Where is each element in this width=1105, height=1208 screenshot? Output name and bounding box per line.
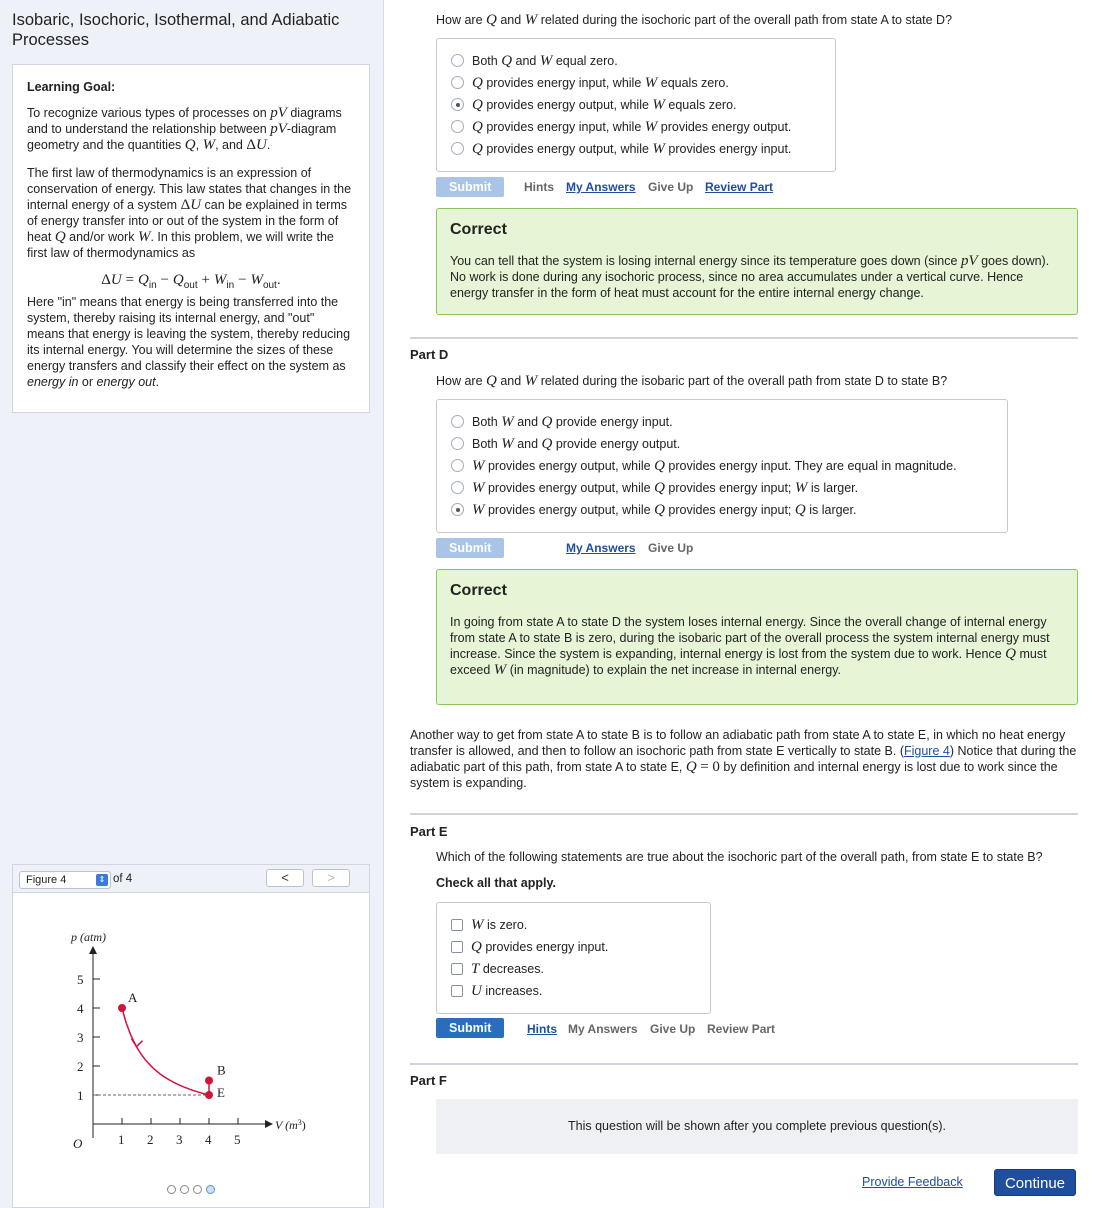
continue-button[interactable]: Continue xyxy=(994,1169,1076,1196)
part-c-option-4[interactable]: Q provides energy input, while W provides energy output. xyxy=(451,119,791,136)
page-dot[interactable] xyxy=(167,1185,176,1194)
part-c-submit-button[interactable]: Submit xyxy=(436,177,504,197)
learning-goal-box xyxy=(12,64,370,413)
part-c-option-1[interactable]: Both Q and W equal zero. xyxy=(451,53,618,70)
part-e-submit-button[interactable]: Submit xyxy=(436,1018,504,1038)
divider xyxy=(410,337,1078,339)
part-e-option-1[interactable]: W is zero. xyxy=(451,917,527,934)
part-e-instruction: Check all that apply. xyxy=(436,876,556,890)
part-e-options xyxy=(436,902,711,1014)
part-d-option-5[interactable]: W provides energy output, while Q provides energy input; Q is larger. xyxy=(451,502,856,519)
x-tick-label: 5 xyxy=(234,1132,241,1147)
part-e-review-part-link[interactable]: Review Part xyxy=(707,1022,776,1036)
left-panel xyxy=(0,0,384,1208)
y-tick-label: 5 xyxy=(77,972,84,987)
page-dot[interactable] xyxy=(193,1185,202,1194)
part-c-option-5[interactable]: Q provides energy output, while W provides energy input. xyxy=(451,141,791,158)
first-law-intro: The first law of thermodynamics is an expression of conservation of energy. This law states that changes in the internal energy of a system ΔU can be explained in terms of energy transfer into or out of the system in the form of heat Q and/or work W. In this problem, we will write the first law of thermodynamics as xyxy=(27,166,352,260)
radio-button[interactable] xyxy=(451,120,464,133)
correct-heading: Correct xyxy=(450,221,507,238)
part-f-label: Part F xyxy=(410,1073,447,1088)
part-c-review-part-link[interactable]: Review Part xyxy=(705,180,774,194)
part-e-give-up-link[interactable]: Give Up xyxy=(650,1022,696,1036)
point-b-label: B xyxy=(217,1062,226,1078)
point-e xyxy=(205,1091,213,1099)
part-e-option-3[interactable]: T decreases. xyxy=(451,961,544,978)
x-tick-label: 1 xyxy=(118,1132,125,1147)
x-tick-label: 3 xyxy=(176,1132,183,1147)
radio-button[interactable] xyxy=(451,415,464,428)
part-c-options xyxy=(436,38,836,172)
part-d-option-2[interactable]: Both W and Q provide energy output. xyxy=(451,436,680,453)
radio-button[interactable] xyxy=(451,76,464,89)
interlude-text: Another way to get from state A to state B is to follow an adiabatic path from state A to state E, in which no heat energy transfer is allowed, and then to follow an isochoric path from state E vertically to state B. (Figure 4) Notice that during the adiabatic part of this path, from state A to state E, Q = 0 by definition and internal energy is lost due to work since the system is expanding. xyxy=(410,728,1077,790)
previous-figure-button[interactable]: < xyxy=(266,869,304,887)
part-f-locked-message: This question will be shown after you complete previous question(s). xyxy=(436,1099,1078,1154)
part-c-option-2[interactable]: Q provides energy input, while W equals zero. xyxy=(451,75,729,92)
part-c-hints-link[interactable]: Hints xyxy=(524,180,554,194)
first-law-equation: $\Delta U = Q_{in} - Q_{out} + W_{in} - W_{out}$. xyxy=(101,271,281,291)
figure-4-link[interactable]: Figure 4 xyxy=(903,744,950,758)
y-tick-label: 2 xyxy=(77,1059,84,1074)
part-d-give-up-link[interactable]: Give Up xyxy=(648,541,694,555)
correct-explanation: In going from state A to state D the system loses internal energy. Since the overall change of internal energy from state A to state B is zero, during the isobaric part of the overall process the system internal energy must increase. Since the system is expanding, internal energy is lost from the system due to work. Hence Q must exceed W (in magnitude) to explain the net increase in internal energy. xyxy=(450,615,1050,678)
part-c-question: How are Q and W related during the isochoric part of the overall path from state A to state D? xyxy=(436,12,953,28)
checkbox[interactable] xyxy=(451,963,463,975)
pv-diagram xyxy=(13,893,369,1183)
radio-button[interactable] xyxy=(451,142,464,155)
point-a-label: A xyxy=(128,990,138,1005)
problem-title: Isobaric, Isochoric, Isothermal, and Adiabatic Processes xyxy=(12,11,340,49)
radio-button-selected[interactable] xyxy=(451,503,464,516)
divider xyxy=(410,813,1078,815)
adiabatic-curve xyxy=(122,1008,209,1095)
part-c-feedback xyxy=(436,208,1078,315)
point-e-label: E xyxy=(217,1085,225,1100)
part-e-question: Which of the following statements are true about the isochoric part of the overall path, from state E to state B? xyxy=(436,850,1043,864)
checkbox[interactable] xyxy=(451,985,463,997)
part-d-option-1[interactable]: Both W and Q provide energy input. xyxy=(451,414,673,431)
part-d-option-3[interactable]: W provides energy output, while Q provides energy input. They are equal in magnitude. xyxy=(451,458,957,475)
part-e-label: Part E xyxy=(410,824,448,839)
page-dot-active[interactable] xyxy=(206,1185,215,1194)
divider xyxy=(410,1063,1078,1065)
part-d-question: How are Q and W related during the isobaric part of the overall path from state D to state B? xyxy=(436,373,948,389)
y-tick-label: 1 xyxy=(77,1088,84,1103)
next-figure-button[interactable]: > xyxy=(312,869,350,887)
part-d-feedback xyxy=(436,569,1078,705)
x-axis-label: V $(m^3)$ xyxy=(275,1118,306,1132)
radio-button[interactable] xyxy=(451,437,464,450)
figure-panel xyxy=(12,864,370,1208)
correct-heading: Correct xyxy=(450,582,507,599)
part-d-options xyxy=(436,399,1008,533)
y-axis-label: p (atm) xyxy=(71,930,106,944)
part-e-option-4[interactable]: U increases. xyxy=(451,983,542,1000)
checkbox[interactable] xyxy=(451,919,463,931)
x-tick-label: 2 xyxy=(147,1132,154,1147)
part-e-option-2[interactable]: Q provides energy input. xyxy=(451,939,608,956)
part-c-my-answers-link[interactable]: My Answers xyxy=(566,180,636,194)
axis-ticks xyxy=(77,972,241,1147)
learning-goal-label: Learning Goal: xyxy=(27,80,116,94)
correct-explanation: You can tell that the system is losing internal energy since its temperature goes down (since pV goes down). No work is done during any isochoric process, since no area accumulates under a vertical curve. Hence energy transfer in the form of heat must account for the entire internal energy change. xyxy=(450,253,1050,300)
updown-icon: ⇕ xyxy=(96,874,108,886)
figure-count: of 4 xyxy=(113,873,133,885)
figure-pagination[interactable] xyxy=(13,1183,369,1197)
part-c-give-up-link[interactable]: Give Up xyxy=(648,180,694,194)
part-e-my-answers-link[interactable]: My Answers xyxy=(568,1022,638,1036)
part-d-my-answers-link[interactable]: My Answers xyxy=(566,541,636,555)
provide-feedback-link[interactable]: Provide Feedback xyxy=(862,1175,963,1189)
y-tick-label: 4 xyxy=(77,1001,84,1016)
point-b xyxy=(205,1077,213,1085)
radio-button[interactable] xyxy=(451,54,464,67)
part-c-option-3[interactable]: Q provides energy output, while W equals zero. xyxy=(451,97,737,114)
part-d-label: Part D xyxy=(410,347,449,362)
figure-selector[interactable]: Figure 4 ⇕ xyxy=(19,871,111,889)
part-d-submit-button[interactable]: Submit xyxy=(436,538,504,558)
page-dot[interactable] xyxy=(180,1185,189,1194)
y-tick-label: 3 xyxy=(77,1030,84,1045)
learning-goal-text: To recognize various types of processes on pV diagrams and to understand the relationship between pV-diagram geometry and the quantities Q, W, and ΔU. xyxy=(27,105,342,153)
origin-label: O xyxy=(73,1136,83,1151)
figure-toolbar xyxy=(13,865,369,893)
part-d-option-4[interactable]: W provides energy output, while Q provides energy input; W is larger. xyxy=(451,480,858,497)
checkbox[interactable] xyxy=(451,941,463,953)
radio-button-selected[interactable] xyxy=(451,98,464,111)
radio-button[interactable] xyxy=(451,481,464,494)
point-a xyxy=(118,1004,126,1012)
x-tick-label: 4 xyxy=(205,1132,212,1147)
radio-button[interactable] xyxy=(451,459,464,472)
in-out-explanation: Here "in" means that energy is being transferred into the system, thereby raising its internal energy, and "out" means that energy is leaving the system, thereby reducing its internal energy. You will determine the sizes of these energy transfers and classify their effect on the system as energy in or energy out. xyxy=(27,294,351,389)
part-e-hints-link[interactable]: Hints xyxy=(527,1022,557,1036)
